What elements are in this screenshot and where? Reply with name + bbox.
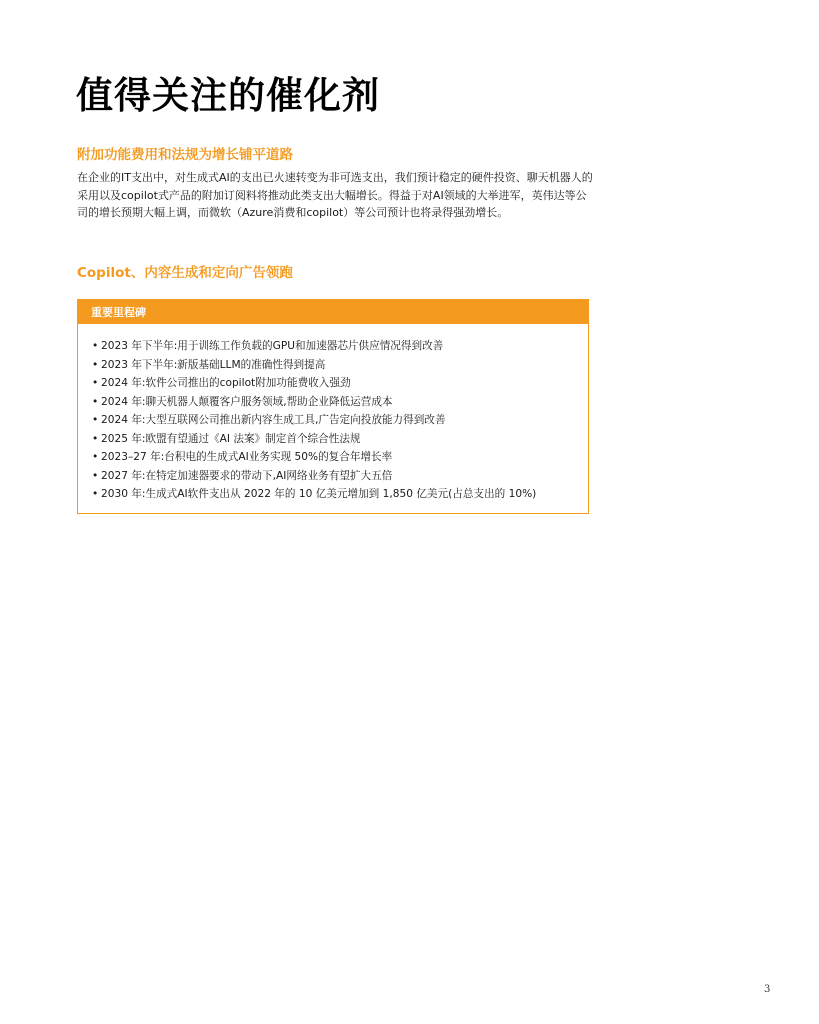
bullet-icon: •	[92, 488, 99, 500]
bullet-icon: •	[92, 414, 99, 426]
bullet-icon: •	[92, 358, 99, 371]
section-heading-addon-fees: 附加功能费用和法规为增长铺平道路	[77, 147, 293, 163]
milestone-item	[92, 430, 588, 449]
bullet-icon: •	[92, 469, 99, 482]
milestones-list	[78, 324, 588, 504]
page-title: 值得关注的催化剂	[76, 74, 380, 117]
milestone-text: 2023 年下半年:新版基础LLM的准确性得到提高	[101, 358, 326, 371]
section-heading-copilot: Copilot、内容生成和定向广告领跑	[77, 265, 293, 281]
milestone-item	[92, 411, 588, 430]
bullet-icon: •	[92, 395, 99, 408]
bullet-icon: •	[92, 432, 99, 445]
milestone-item	[92, 448, 588, 467]
milestones-box	[77, 299, 589, 514]
page-number: 3	[764, 984, 771, 995]
milestones-header-label: 重要里程碑	[91, 306, 146, 319]
milestone-text: 2023–27 年:台积电的生成式AI业务实现 50%的复合年增长率	[101, 451, 393, 463]
milestone-text: 2025 年:欧盟有望通过《AI 法案》制定首个综合性法规	[101, 432, 361, 445]
milestone-item	[92, 374, 588, 393]
milestone-item	[92, 337, 588, 356]
milestone-item	[92, 485, 588, 504]
milestone-text: 2030 年:生成式AI软件支出从 2022 年的 10 亿美元增加到 1,850 亿美元(占总支出的 10%)	[101, 488, 537, 500]
bullet-icon: •	[92, 340, 99, 352]
milestone-item	[92, 356, 588, 375]
milestones-header	[78, 300, 588, 324]
milestone-item	[92, 467, 588, 486]
milestone-text: 2024 年:聊天机器人颠覆客户服务领域,帮助企业降低运营成本	[101, 395, 393, 408]
body-paragraph: 在企业的IT支出中，对生成式AI的支出已火速转变为非可选支出，我们预计稳定的硬件投资、聊天机器人的采用以及copilot式产品的附加订阅料将推动此类支出大幅增长。得益于对AI领域的大举进军，英伟达等公司的增长预期大幅上调，而微软（Azure消费和copilot）等公司预计也将录得强劲增长。	[77, 171, 593, 219]
milestone-text: 2024 年:软件公司推出的copilot附加功能费收入强劲	[101, 377, 351, 389]
milestone-text: 2024 年:大型互联网公司推出新内容生成工具,广告定向投放能力得到改善	[101, 414, 446, 426]
bullet-icon: •	[92, 377, 99, 389]
milestone-item	[92, 393, 588, 412]
milestone-text: 2023 年下半年:用于训练工作负载的GPU和加速器芯片供应情况得到改善	[101, 340, 444, 352]
bullet-icon: •	[92, 451, 99, 463]
milestone-text: 2027 年:在特定加速器要求的带动下,AI网络业务有望扩大五倍	[101, 469, 393, 482]
